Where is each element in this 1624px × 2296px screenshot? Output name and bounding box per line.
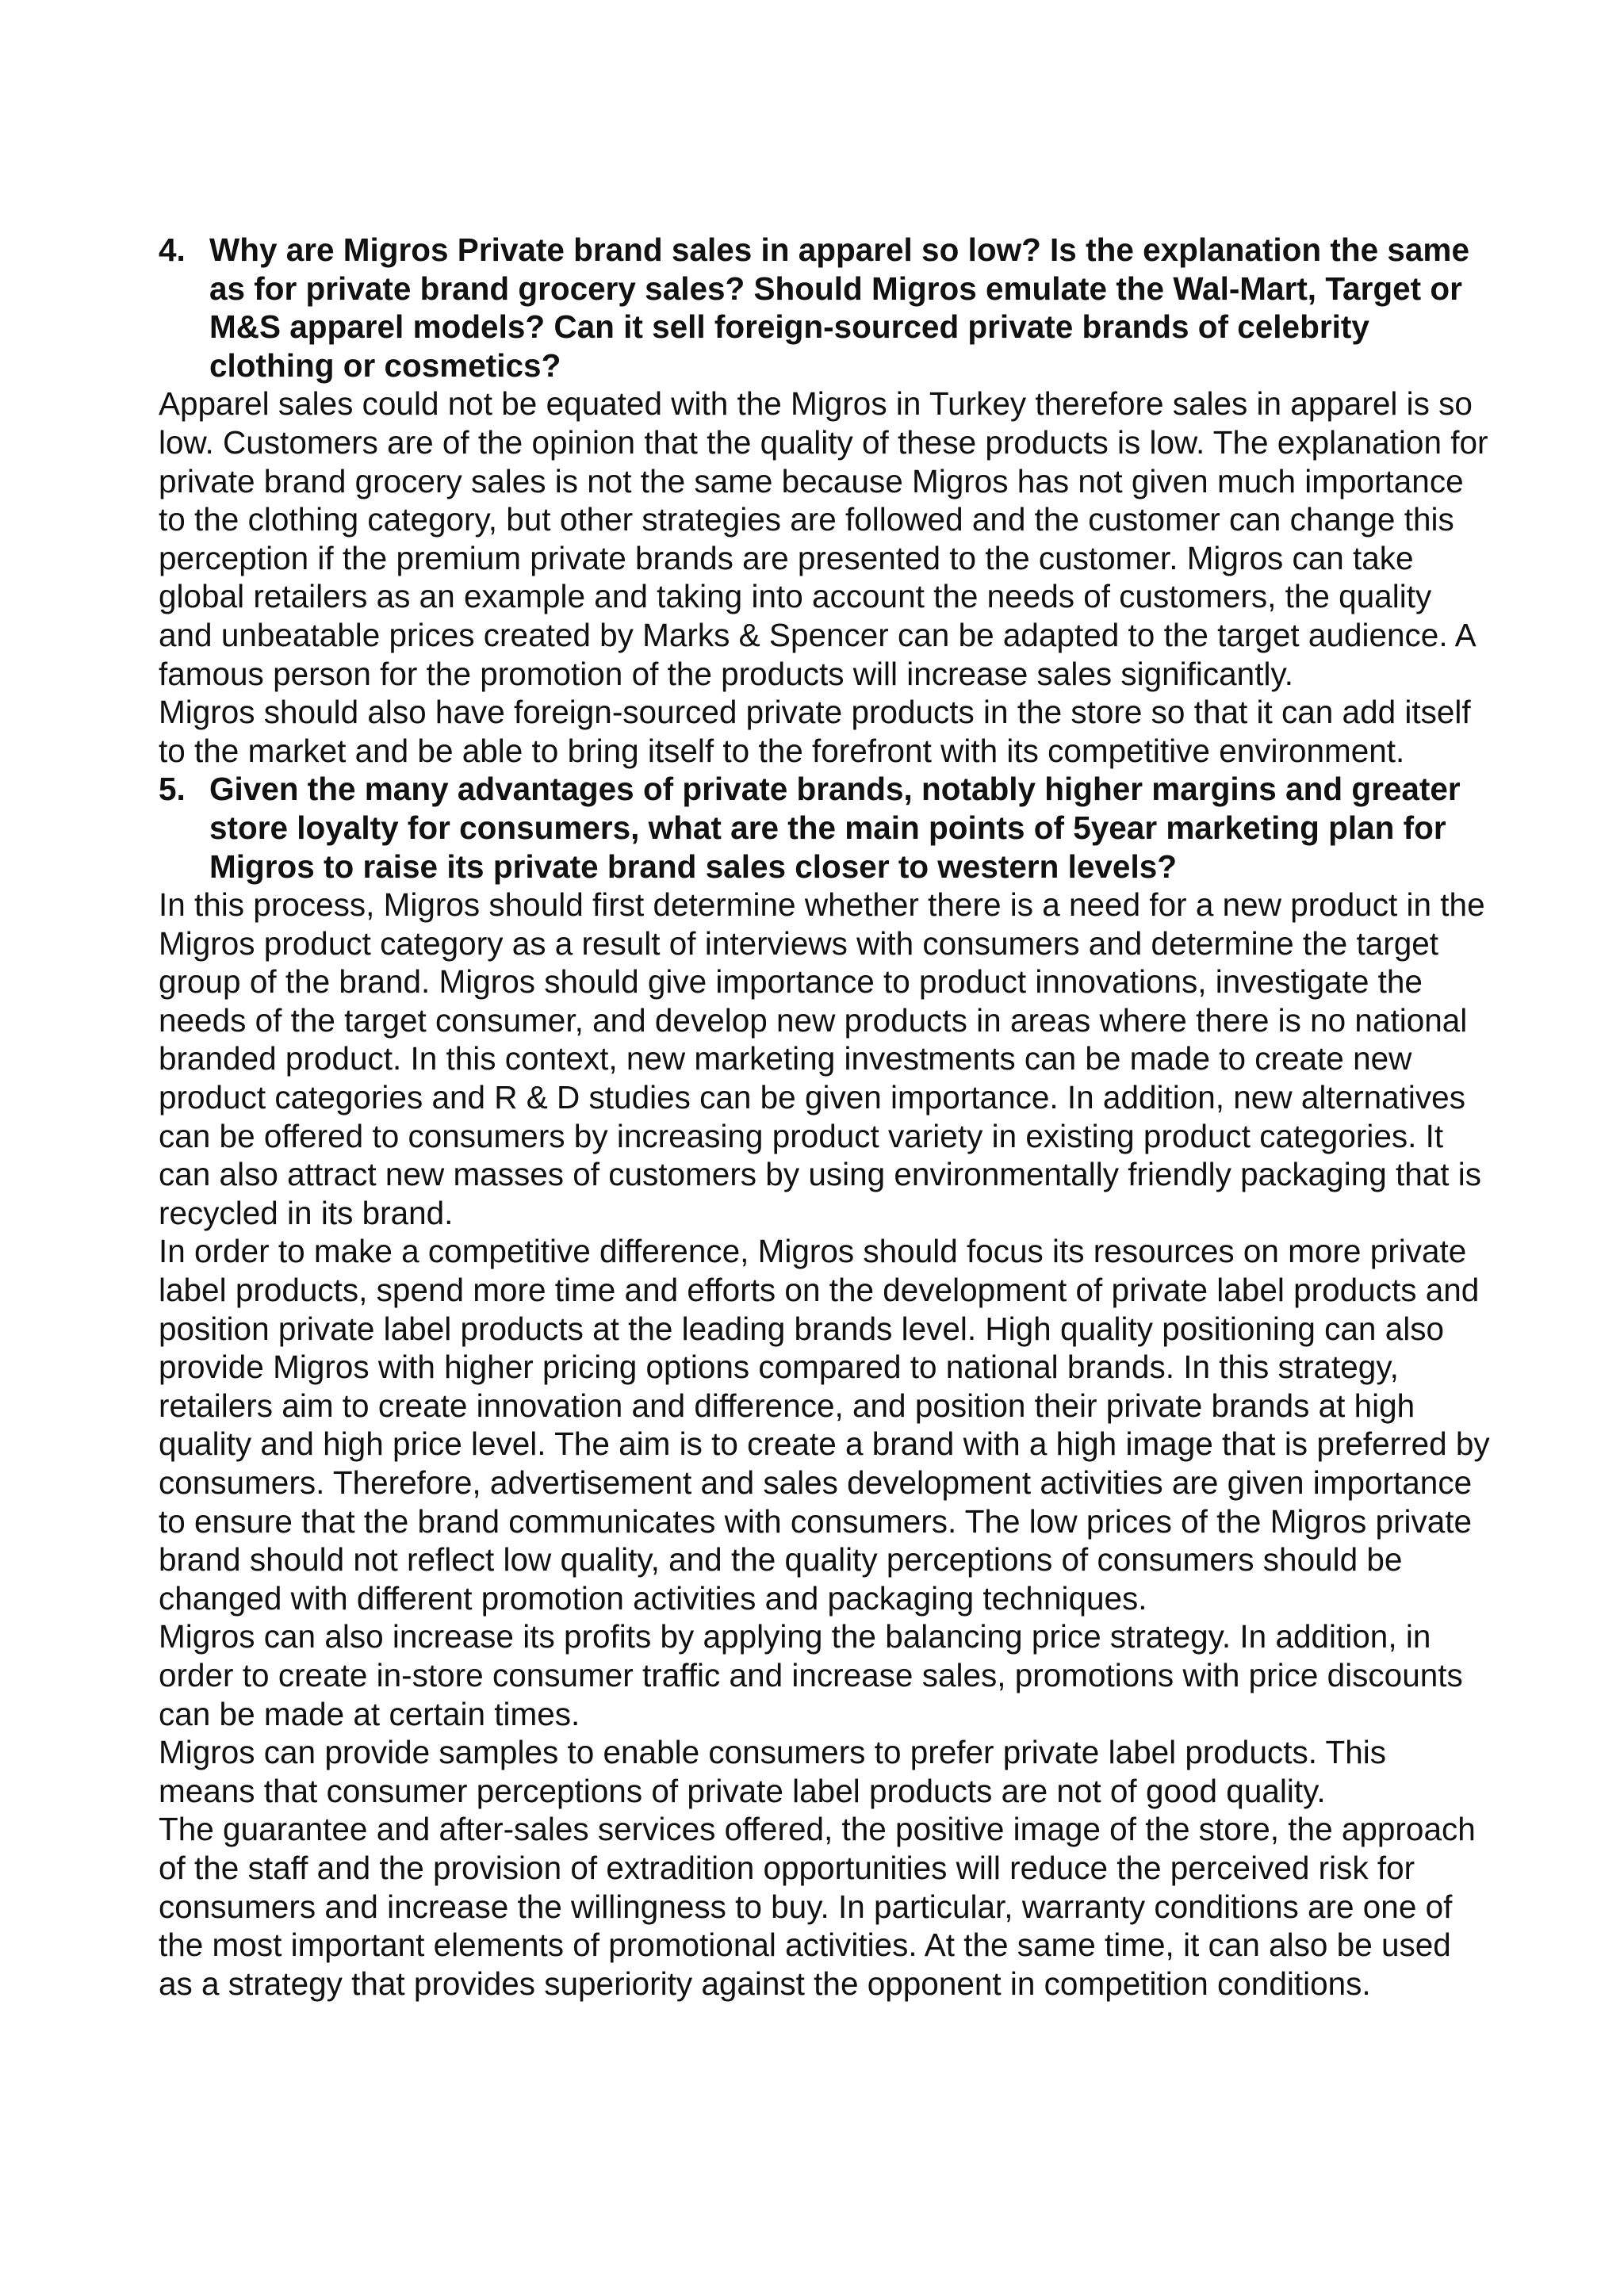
answer-paragraph: Migros can also increase its profits by applying the balancing price strategy. In addition, in order to create in-store consumer traffic and increase sales, promotions with price discounts can be made at certain times. — [159, 1618, 1463, 1732]
question-number: 5. — [159, 771, 186, 808]
answer-paragraph: In this process, Migros should first determine whether there is a need for a new product in the Migros product category as a result of interviews with consumers and determine the target group of the brand. Migros should give importance to product innovations, investigate the needs of the target consumer, and develop new products in areas where there is no national branded product. In this context, new marketing investments can be made to create new product categories and R & D studies can be given importance. In addition, new alternatives can be offered to consumers by increasing product variety in existing product categories. It can also attract new masses of customers by using environmentally friendly packaging that is recycled in its brand. — [159, 886, 1485, 1231]
question-number: 4. — [159, 232, 186, 268]
question-5 — [159, 770, 1491, 886]
question-text: Why are Migros Private brand sales in apparel so low? Is the explanation the same as for private brand grocery sales? Should Migros emulate the Wal-Mart, Target or M&S apparel models? Can it sell foreign-sourced private brands of celebrity clothing or cosmetics? — [209, 232, 1469, 384]
answer-paragraph: Migros can provide samples to enable consumers to prefer private label products. This means that consumer perceptions of private label products are not of good quality. — [159, 1734, 1387, 1809]
answer-paragraph: Migros should also have foreign-sourced private products in the store so that it can add itself to the market and be able to bring itself to the forefront with its competitive environment. — [159, 694, 1471, 769]
answer-paragraph: In order to make a competitive difference, Migros should focus its resources on more private label products, spend more time and efforts on the development of private label products and position private label products at the leading brands level. High quality positioning can also provide Migros with higher pricing options compared to national brands. In this strategy, retailers aim to create innovation and difference, and position their private brands at high quality and high price level. The aim is to create a brand with a high image that is preferred by consumers. Therefore, advertisement and sales development activities are given importance to ensure that the brand communicates with consumers. The low prices of the Migros private brand should not reflect low quality, and the quality perceptions of consumers should be changed with different promotion activities and packaging techniques. — [159, 1233, 1490, 1617]
answer-paragraph: The guarantee and after-sales services offered, the positive image of the store, the approach of the staff and the provision of extradition opportunities will reduce the perceived risk for consumers and increase the willingness to buy. In particular, warranty conditions are one of the most important elements of promotional activities. At the same time, it can also be used as a strategy that provides superiority against the opponent in competition conditions. — [159, 1811, 1476, 2002]
document-page — [159, 231, 1491, 2003]
question-4 — [159, 231, 1491, 385]
answer-paragraph: Apparel sales could not be equated with the Migros in Turkey therefore sales in apparel is so low. Customers are of the opinion that the quality of these products is low. The explanation for private brand grocery sales is not the same because Migros has not given much importance to the clothing category, but other strategies are followed and the customer can change this perception if the premium private brands are presented to the customer. Migros can take global retailers as an example and taking into account the needs of customers, the quality and unbeatable prices created by Marks & Spencer can be adapted to the target audience. A famous person for the promotion of the products will increase sales significantly. — [159, 385, 1488, 692]
question-text: Given the many advantages of private brands, notably higher margins and greater store loyalty for consumers, what are the main points of 5year marketing plan for Migros to raise its private brand sales closer to western levels? — [209, 771, 1461, 885]
